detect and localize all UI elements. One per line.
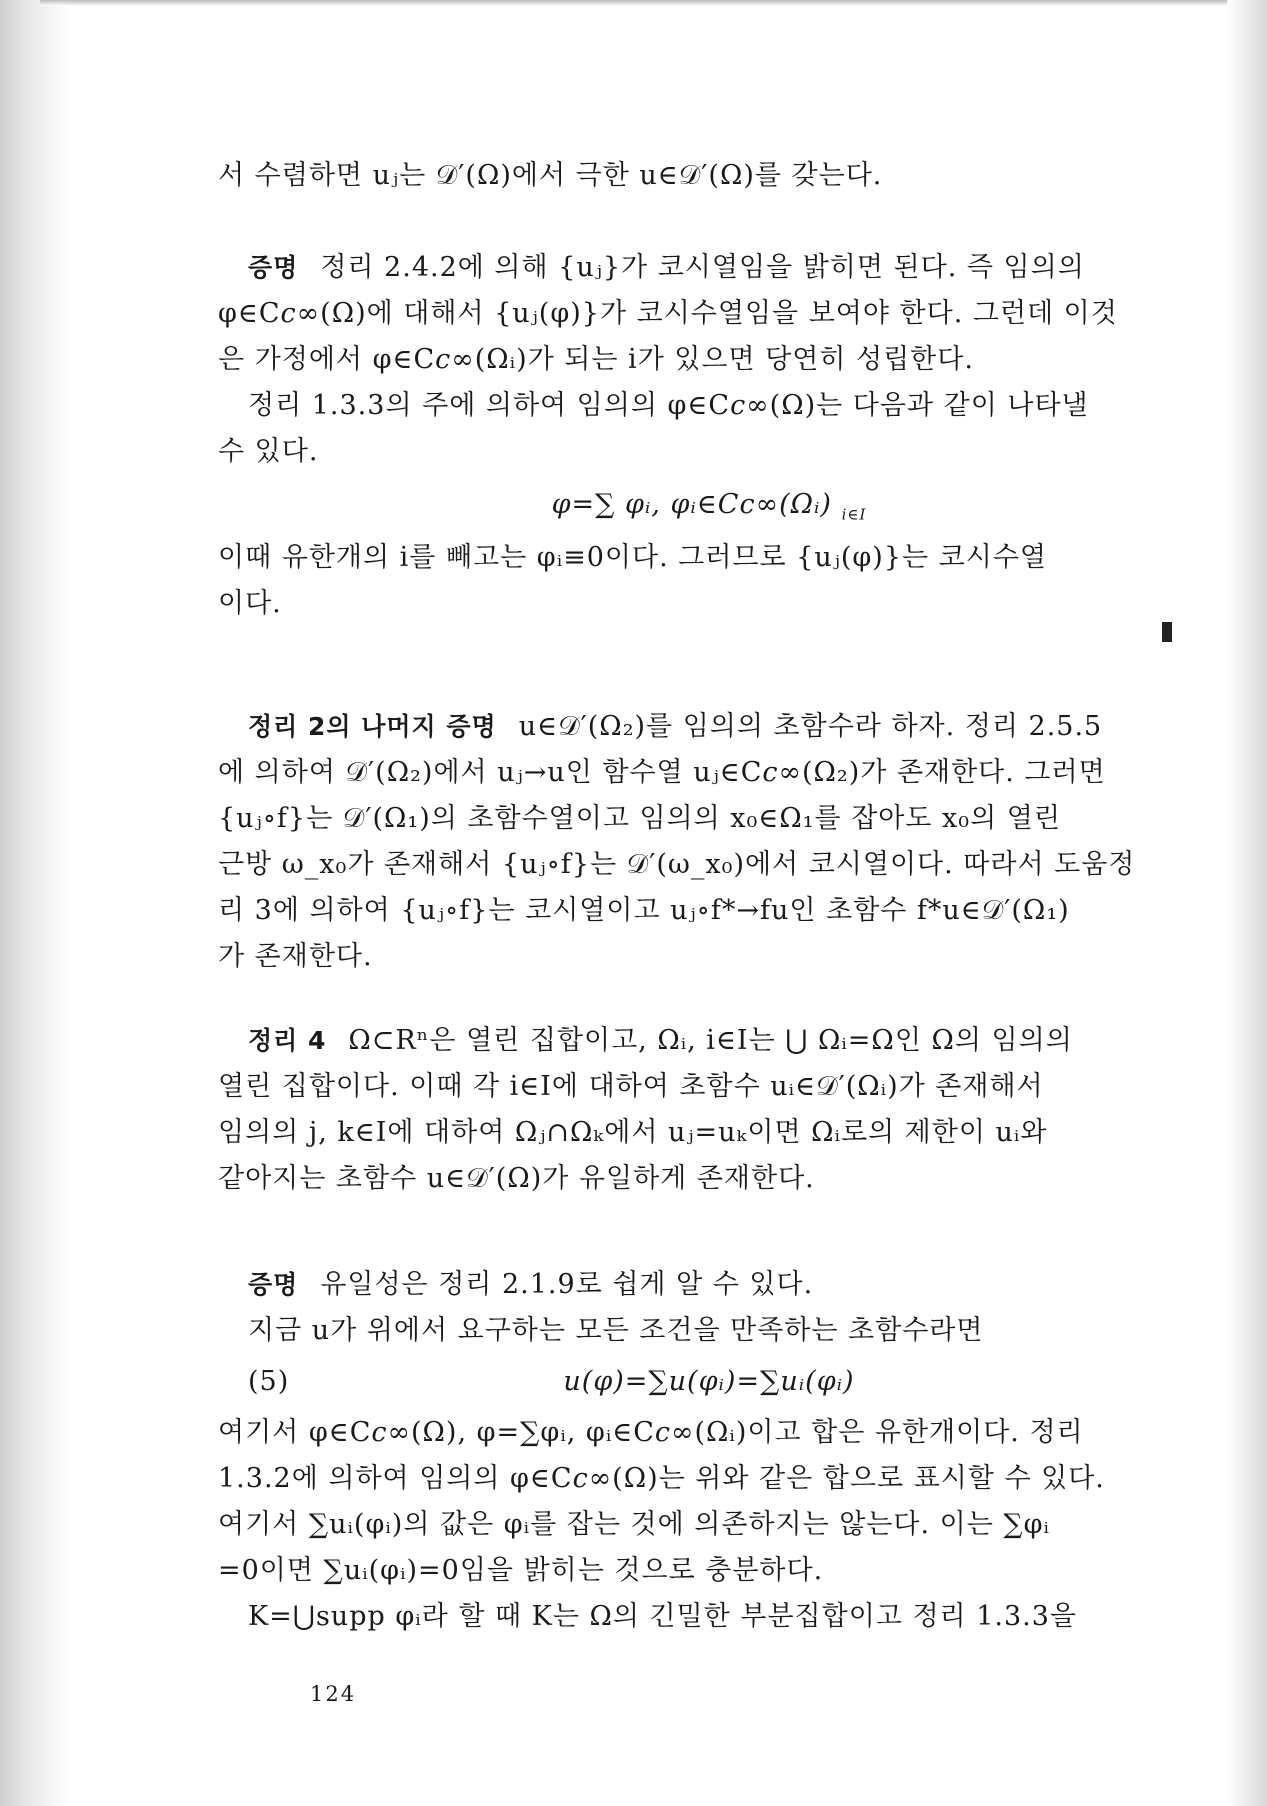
equation-label: (5) xyxy=(248,1366,290,1397)
display-equation xyxy=(218,475,1200,535)
proof-heading: 증명 xyxy=(248,253,299,282)
page-number: 124 xyxy=(310,1682,357,1706)
text-line: {uⱼ∘f}는 𝒟′(Ω₁)의 초함수열이고 임의의 x₀∈Ω₁를 잡아도 x₀의 열린 xyxy=(218,803,1061,834)
equation-text: φ=∑ φᵢ, φᵢ∈C𝑐∞(Ωᵢ) xyxy=(551,489,832,520)
page-edge-right xyxy=(1227,0,1267,1806)
text-line: 임의의 j, k∈I에 대하여 Ωⱼ∩Ωₖ에서 uⱼ=uₖ이면 Ωᵢ로의 제한이 uᵢ와 xyxy=(218,1117,1048,1148)
equation-subscript: i∈I xyxy=(841,505,867,524)
theorem-section xyxy=(218,1018,1200,1202)
text-line: 지금 u가 위에서 요구하는 모든 조건을 만족하는 초함수라면 xyxy=(248,1315,984,1346)
numbered-equation xyxy=(218,1354,1200,1410)
text-line-content: 유일성은 정리 2.1.9로 쉽게 알 수 있다. xyxy=(320,1269,814,1300)
text-line: 리 3에 의하여 {uⱼ∘f}는 코시열이고 uⱼ∘f*→fu인 초함수 f*u∈𝒟′(Ω₁) xyxy=(218,895,1070,926)
remaining-proof-section xyxy=(218,704,1200,980)
text-line-content: u∈𝒟′(Ω₂)를 임의의 초함수라 하자. 정리 2.5.5 xyxy=(518,711,1103,742)
proof-section-2 xyxy=(218,1262,1200,1640)
text-line: =0이면 ∑uᵢ(φᵢ)=0임을 밝히는 것으로 충분하다. xyxy=(218,1555,824,1586)
text-line: 열린 집합이다. 이때 각 i∈I에 대하여 초함수 uᵢ∈𝒟′(Ωᵢ)가 존재해서 xyxy=(218,1071,1044,1102)
text-line: 1.3.2에 의하여 임의의 φ∈C𝑐∞(Ω)는 위와 같은 합으로 표시할 수 있다. xyxy=(218,1463,1105,1494)
page-edge-left xyxy=(0,0,70,1806)
text-line xyxy=(218,1262,1200,1308)
text-line: 여기서 ∑uᵢ(φᵢ)의 값은 φᵢ를 잡는 것에 의존하지는 않는다. 이는 ∑φᵢ xyxy=(218,1509,1050,1540)
book-page xyxy=(70,0,1227,1806)
text-line-content: 정리 2.4.2에 의해 {uⱼ}가 코시열임을 밝히면 된다. 즉 임의의 xyxy=(320,252,1085,283)
text-line: 이때 유한개의 i를 빼고는 φᵢ≡0이다. 그러므로 {uⱼ(φ)}는 코시수열 xyxy=(218,542,1048,573)
text-line: 가 존재한다. xyxy=(218,941,373,972)
text-line: 이다. xyxy=(218,588,282,619)
scan-mark xyxy=(1162,622,1172,642)
theorem-heading: 정리 4 xyxy=(248,1026,327,1055)
text-line: 여기서 φ∈C𝑐∞(Ω), φ=∑φᵢ, φᵢ∈C𝑐∞(Ωᵢ)이고 합은 유한개이다. 정리 xyxy=(218,1417,1084,1448)
equation-text: u(φ)=∑u(φᵢ)=∑uᵢ(φᵢ) xyxy=(563,1366,855,1397)
proof-section xyxy=(218,245,1200,627)
continuation-paragraph xyxy=(218,153,1200,199)
text-line: 근방 ω_x₀가 존재해서 {uⱼ∘f}는 𝒟′(ω_x₀)에서 코시열이다. 따라서 도움정 xyxy=(218,849,1136,880)
text-line: 같아지는 초함수 u∈𝒟′(Ω)가 유일하게 존재한다. xyxy=(218,1163,815,1194)
proof-heading: 증명 xyxy=(248,1270,299,1299)
text-line-content: Ω⊂Rⁿ은 열린 집합이고, Ωᵢ, i∈I는 ⋃ Ωᵢ=Ω인 Ω의 임의의 xyxy=(348,1025,1073,1056)
text-line: K=⋃supp φᵢ라 할 때 K는 Ω의 긴밀한 부분집합이고 정리 1.3.3을 xyxy=(248,1601,1077,1632)
section-heading: 정리 2의 나머지 증명 xyxy=(248,712,497,741)
text-line: 수 있다. xyxy=(218,436,319,467)
text-line xyxy=(218,1018,1200,1064)
text-line: φ∈C𝑐∞(Ω)에 대해서 {uⱼ(φ)}가 코시수열임을 보여야 한다. 그런데 이것 xyxy=(218,298,1118,329)
text-line xyxy=(218,704,1200,750)
text-line xyxy=(218,245,1200,291)
text-line: 서 수렴하면 uⱼ는 𝒟′(Ω)에서 극한 u∈𝒟′(Ω)를 갖는다. xyxy=(218,160,883,191)
text-line: 에 의하여 𝒟′(Ω₂)에서 uⱼ→u인 함수열 uⱼ∈C𝑐∞(Ω₂)가 존재한다. 그러면 xyxy=(218,757,1106,788)
text-line: 은 가정에서 φ∈C𝑐∞(Ωᵢ)가 되는 i가 있으면 당연히 성립한다. xyxy=(218,344,974,375)
text-line: 정리 1.3.3의 주에 의하여 임의의 φ∈C𝑐∞(Ω)는 다음과 같이 나타낼 xyxy=(248,390,1089,421)
